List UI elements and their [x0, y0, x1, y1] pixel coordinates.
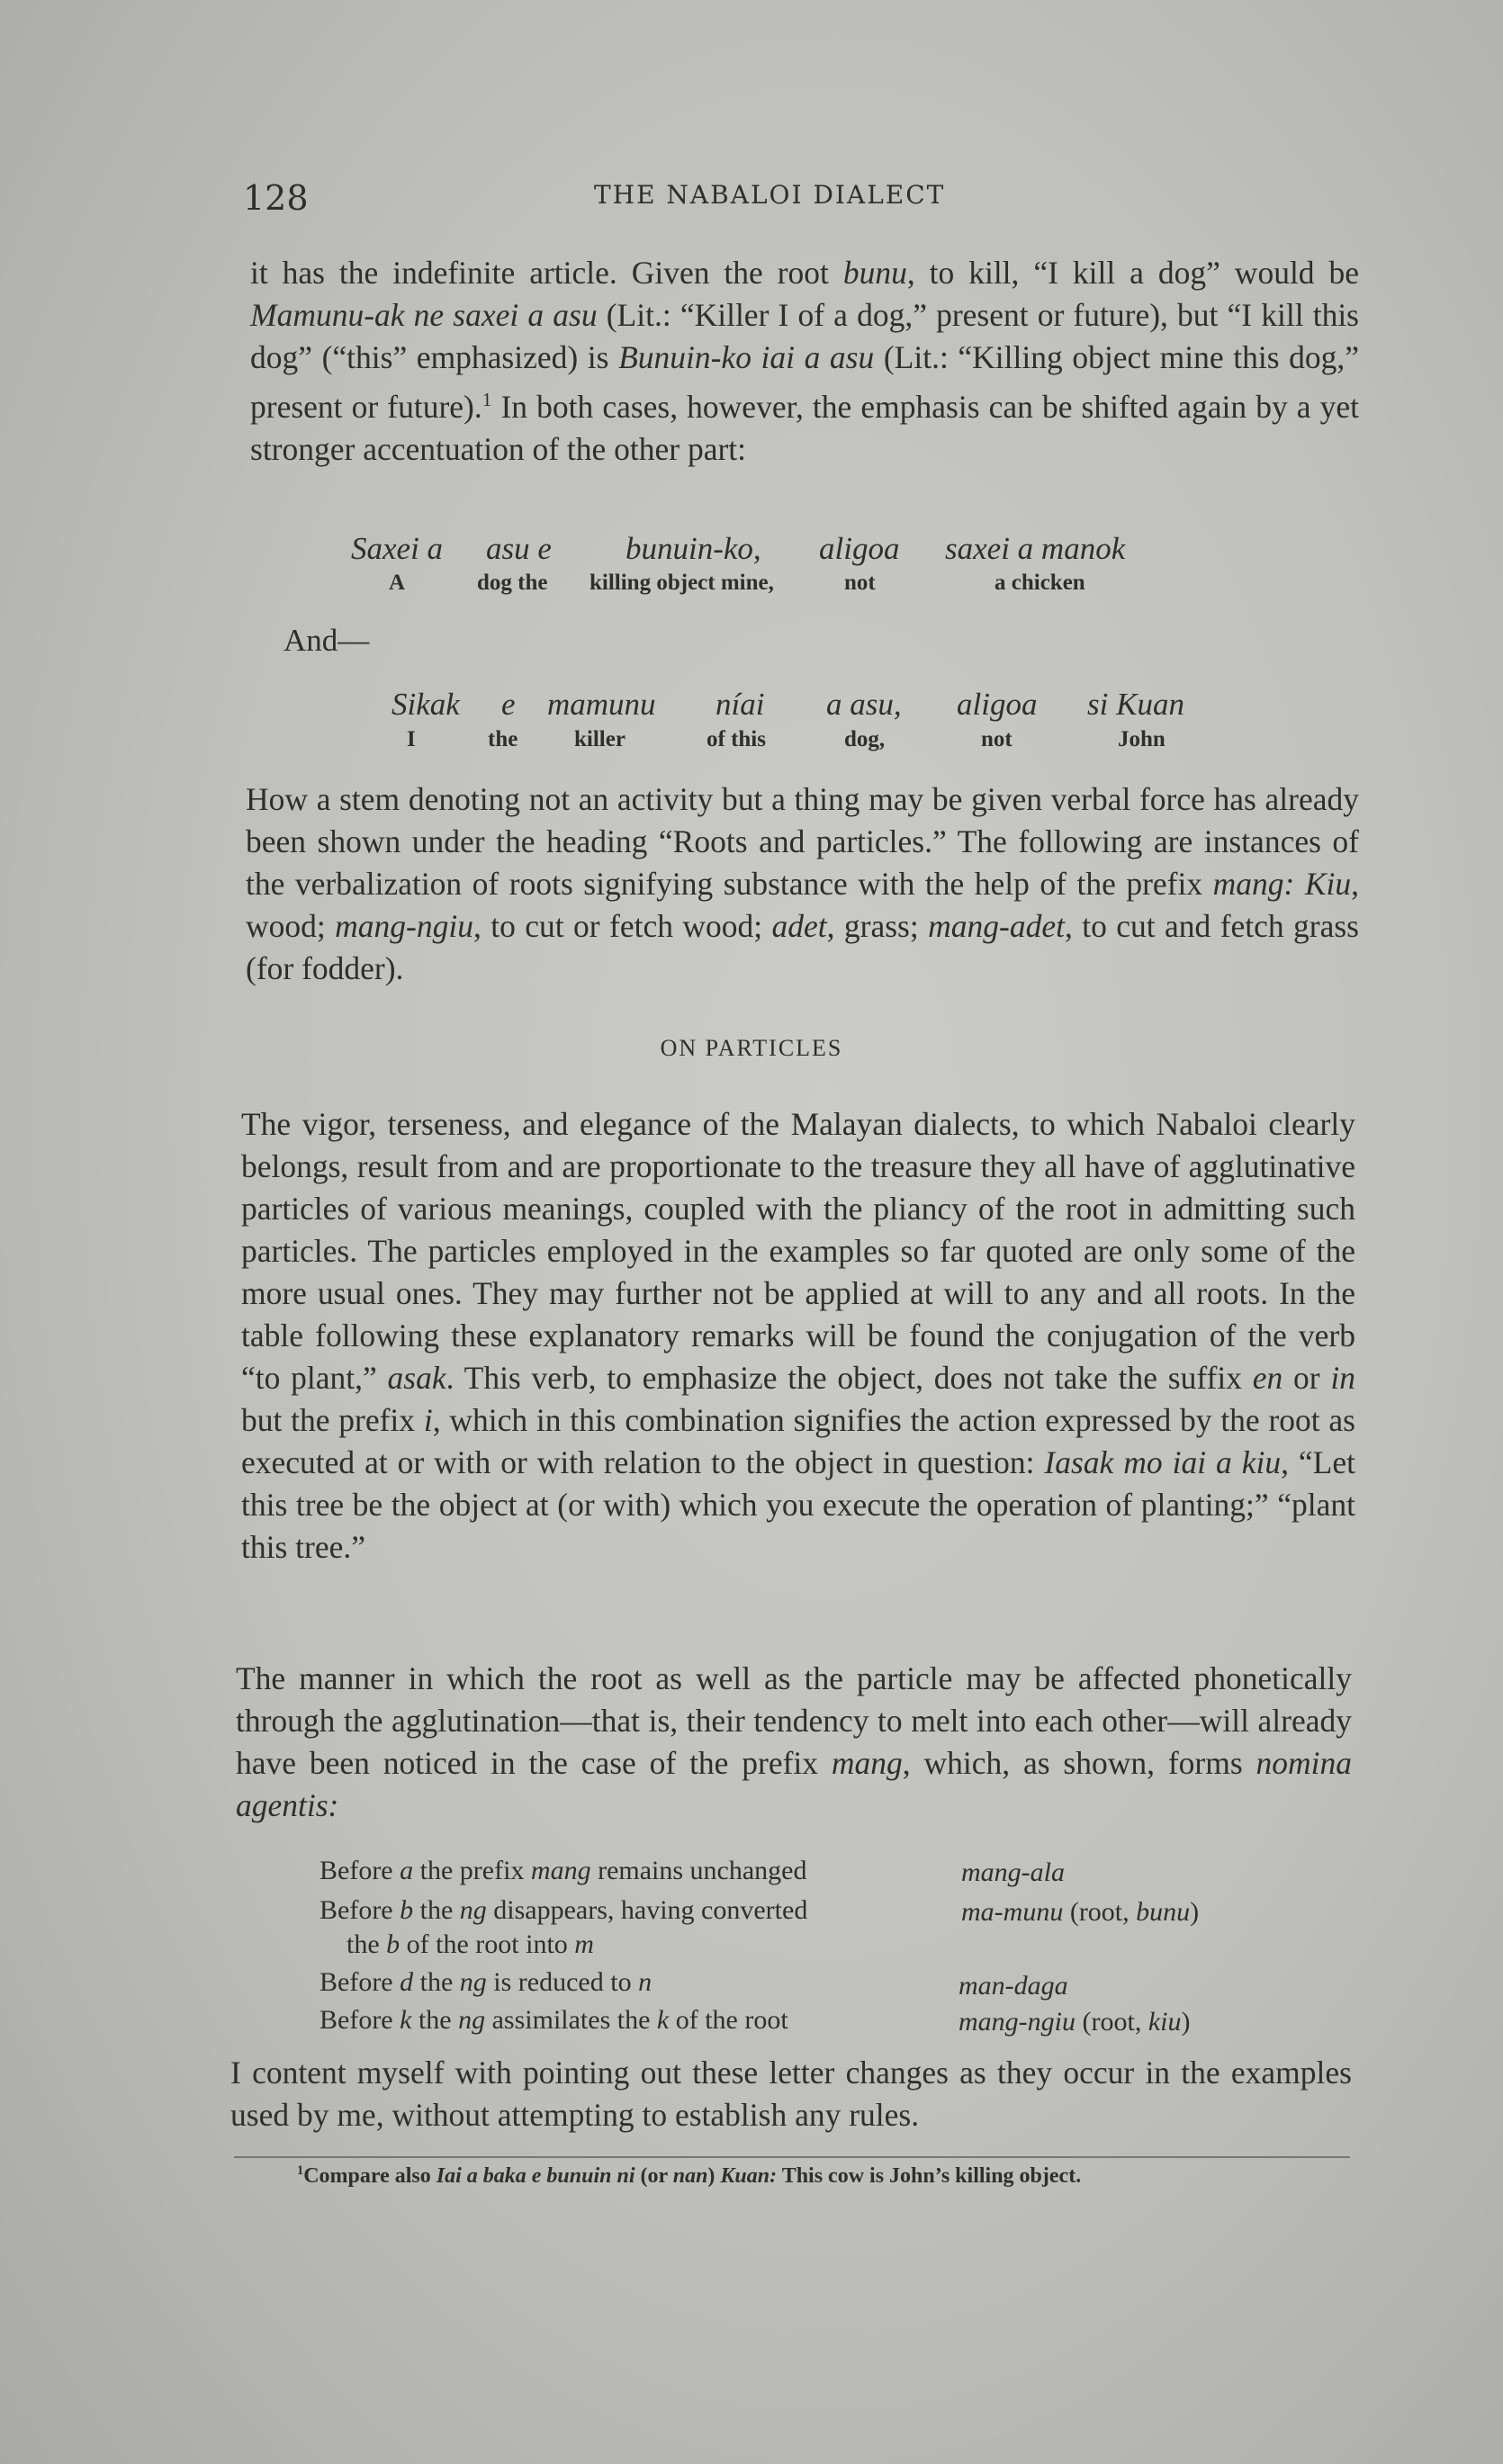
rule-example: man-daga: [958, 1971, 1068, 2001]
example-2-gloss: John: [1118, 727, 1166, 751]
example-2-word: si Kuan: [1087, 687, 1184, 722]
rule-text: Before d the ng is reduced to n: [320, 1967, 652, 1997]
example-1-word: bunuin-ko,: [626, 531, 761, 566]
rule-text: Before b the ng disappears, having converted: [320, 1895, 808, 1925]
example-1-gloss: not: [844, 571, 876, 595]
example-2-gloss: killer: [574, 727, 626, 751]
paragraph-1: it has the indefinite article. Given the root bunu, to kill, “I kill a dog” would be Mamunu-ak ne saxei a asu (Lit.: “Killer I of a dog,” present or future), but “I kill this dog” (“this” emphasized) is Bunuin-ko iai a asu (Lit.: “Killing object mine this dog,” present or future).$^1$ In both cases, however, the emphasis can be shifted again by a yet stronger accentuation of the other part:: [250, 255, 1359, 467]
example-2-word: níai: [716, 687, 765, 722]
rule-example: mang-ngiu (root, kiu): [958, 2007, 1191, 2037]
paragraph-4: The manner in which the root as well as the particle may be affected phonetically through the agglutination—that is, their tendency to melt into each other—will already have been noticed in the case of the prefix mang, which, as shown, forms nomina agentis:: [236, 1660, 1352, 1823]
example-2-word: aligoa: [957, 687, 1038, 722]
footnote-divider: [234, 2156, 1350, 2158]
example-2-gloss: the: [488, 727, 518, 751]
running-title: THE NABALOI DIALECT: [594, 180, 946, 210]
example-1-word: asu e: [486, 531, 552, 566]
example-1-gloss: dog the: [477, 571, 548, 595]
example-2-gloss: not: [981, 727, 1012, 751]
rule-text: Before a the prefix mang remains unchanged: [320, 1856, 807, 1885]
rule-example: ma-munu (root, bunu): [961, 1897, 1200, 1927]
example-2-word: a asu,: [826, 687, 902, 722]
page-header: [0, 178, 1503, 223]
example-2-word: mamunu: [547, 687, 656, 722]
section-title: ON PARTICLES: [660, 1035, 843, 1061]
rule-text: Before k the ng assimilates the k of the root: [320, 2005, 788, 2035]
example-1-gloss: killing object mine,: [590, 571, 774, 595]
footnote: $^1$Compare also Iai a baka e bunuin ni (or nan) Kuan: This cow is John’s killing object.: [297, 2163, 1082, 2188]
rule-text: the b of the root into m: [346, 1929, 594, 1959]
paragraph-2: How a stem denoting not an activity but a thing may be given verbal force has already been shown under the heading “Roots and particles.” The following are instances of the verbalization of roots signifying substance with the help of the prefix mang: Kiu, wood; mang-ngiu, to cut or fetch wood; adet, grass; mang-adet, to cut and fetch grass (for fodder).: [246, 781, 1360, 986]
example-2-word: e: [501, 687, 516, 722]
example-2-gloss: I: [407, 727, 416, 751]
page-number: 128: [243, 178, 309, 218]
rule-example: mang-ala: [961, 1857, 1065, 1887]
example-2-gloss: dog,: [844, 727, 886, 751]
and-label: And—: [284, 623, 370, 658]
example-1-word: Saxei a: [351, 531, 444, 566]
paragraph-3: The vigor, terseness, and elegance of the Malayan dialects, to which Nabaloi clearly belongs, result from and are proportionate to the treasure they all have of agglutinative particles of various meanings, coupled with the pliancy of the root in admitting such particles. The particles employed in the examples so far quoted are only some of the more usual ones. They may further not be applied at will to any and all roots. In the table following these explanatory remarks will be found the conjugation of the verb “to plant,” asak. This verb, to emphasize the object, does not take the suffix en or in but the prefix i, which in this combination signifies the action expressed by the root as executed at or with or with relation to the object in question: Iasak mo iai a kiu, “Let this tree be the object at (or with) which you execute the operation of planting;” “plant this tree.”: [241, 1106, 1356, 1565]
example-2-word: Sikak: [392, 687, 460, 722]
example-1-word: aligoa: [819, 531, 900, 566]
example-1-gloss: a chicken: [994, 571, 1085, 595]
example-1-gloss: A: [389, 571, 406, 595]
example-1-word: saxei a manok: [945, 531, 1126, 566]
example-2-gloss: of this: [706, 727, 766, 751]
paragraph-5: I content myself with pointing out these letter changes as they occur in the examples used by me, without attempting to establish any rules.: [230, 2055, 1352, 2133]
